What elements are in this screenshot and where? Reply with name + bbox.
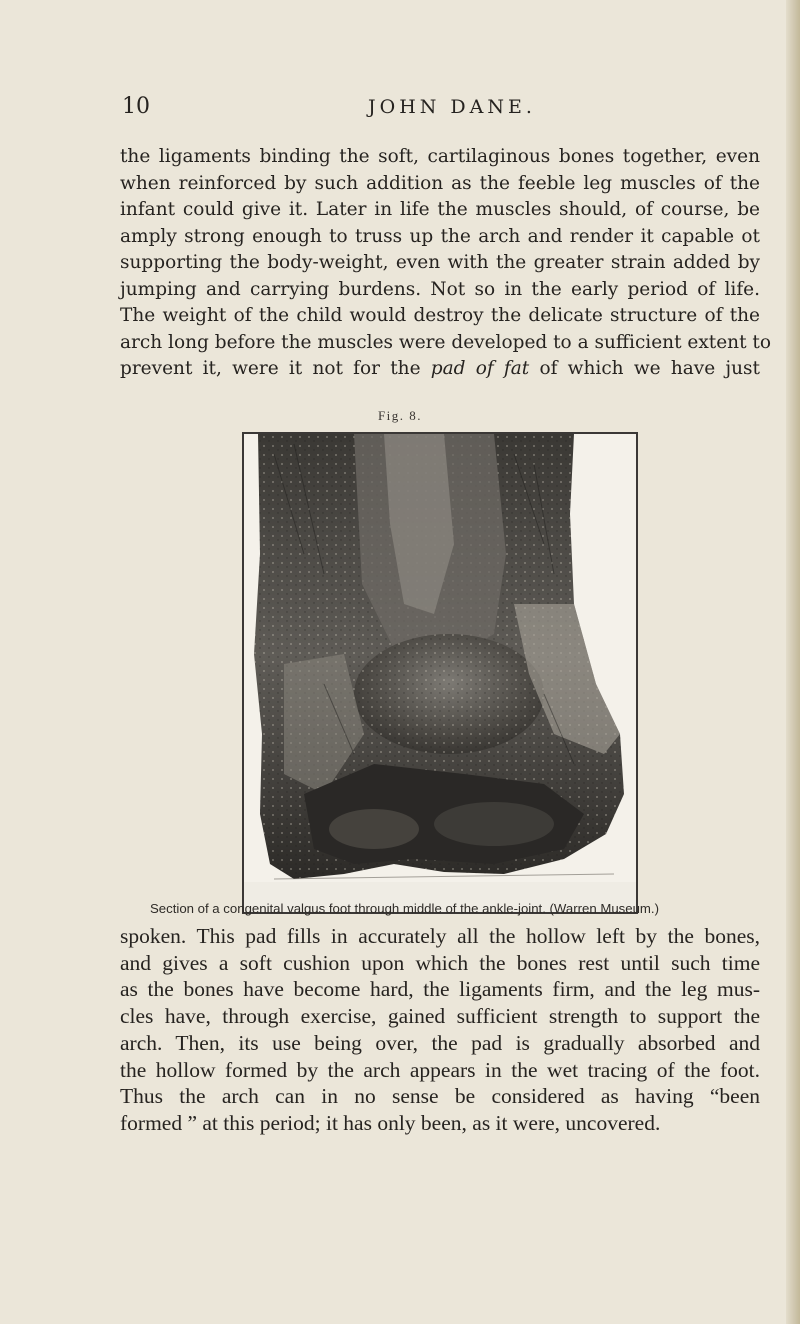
text-line: amply strong enough to truss up the arch and render it capable ot: [120, 225, 760, 247]
text-line: as the bones have become hard, the ligaments firm, and the leg mus-: [120, 977, 760, 1002]
text-line: spoken. This pad fills in accurately all the hollow left by the bones,: [120, 924, 760, 948]
figure-plate-foot-section: [242, 432, 638, 914]
text-line: formed ” at this period; it has only been, as it were, uncovered.: [120, 1110, 661, 1135]
text-line: cles have, through exercise, gained sufficient strength to support the: [120, 1004, 760, 1029]
text-line: jumping and carrying burdens. Not so in the early period of life.: [120, 278, 760, 300]
text-line: infant could give it. Later in life the muscles should, of course, be: [120, 199, 760, 220]
figure-label: Fig. 8.: [377, 408, 423, 423]
figure-caption: Section of a congenital valgus foot through middle of the ankle-joint. (Warren Museum.): [150, 901, 659, 916]
running-head: JOHN DANE.: [368, 96, 536, 118]
text-line: arch. Then, its use being over, the pad is gradually absorbed and: [120, 1030, 760, 1055]
text-line: when reinforced by such addition as the feeble leg muscles of the: [120, 172, 760, 194]
text-line: the ligaments binding the soft, cartilaginous bones together, even: [120, 146, 760, 167]
body-paragraph-top: [120, 144, 771, 383]
page-edge-shadow: [786, 0, 800, 1324]
text-line: The weight of the child would destroy the delicate structure of the: [120, 305, 760, 326]
text-run: prevent it, were it not for the: [120, 358, 431, 379]
page-number: 10: [122, 94, 150, 119]
text-line: and gives a soft cushion upon which the bones rest until such time: [120, 950, 760, 975]
text-line: arch long before the muscles were developed to a sufficient extent to: [120, 331, 771, 353]
text-line: supporting the body-weight, even with the greater strain added by: [120, 252, 760, 273]
page-header: [122, 94, 676, 124]
text-line: Thus the arch can in no sense be considered as having “been: [120, 1084, 760, 1109]
body-paragraph-bottom: [120, 923, 760, 1137]
text-run: of which we have just: [529, 358, 760, 379]
text-line: the hollow formed by the arch appears in the wet tracing of the foot.: [120, 1057, 760, 1082]
text-line-with-emphasis: [120, 356, 760, 383]
foot-section-illustration: [244, 434, 636, 912]
emphasized-term: pad of fat: [430, 358, 530, 379]
